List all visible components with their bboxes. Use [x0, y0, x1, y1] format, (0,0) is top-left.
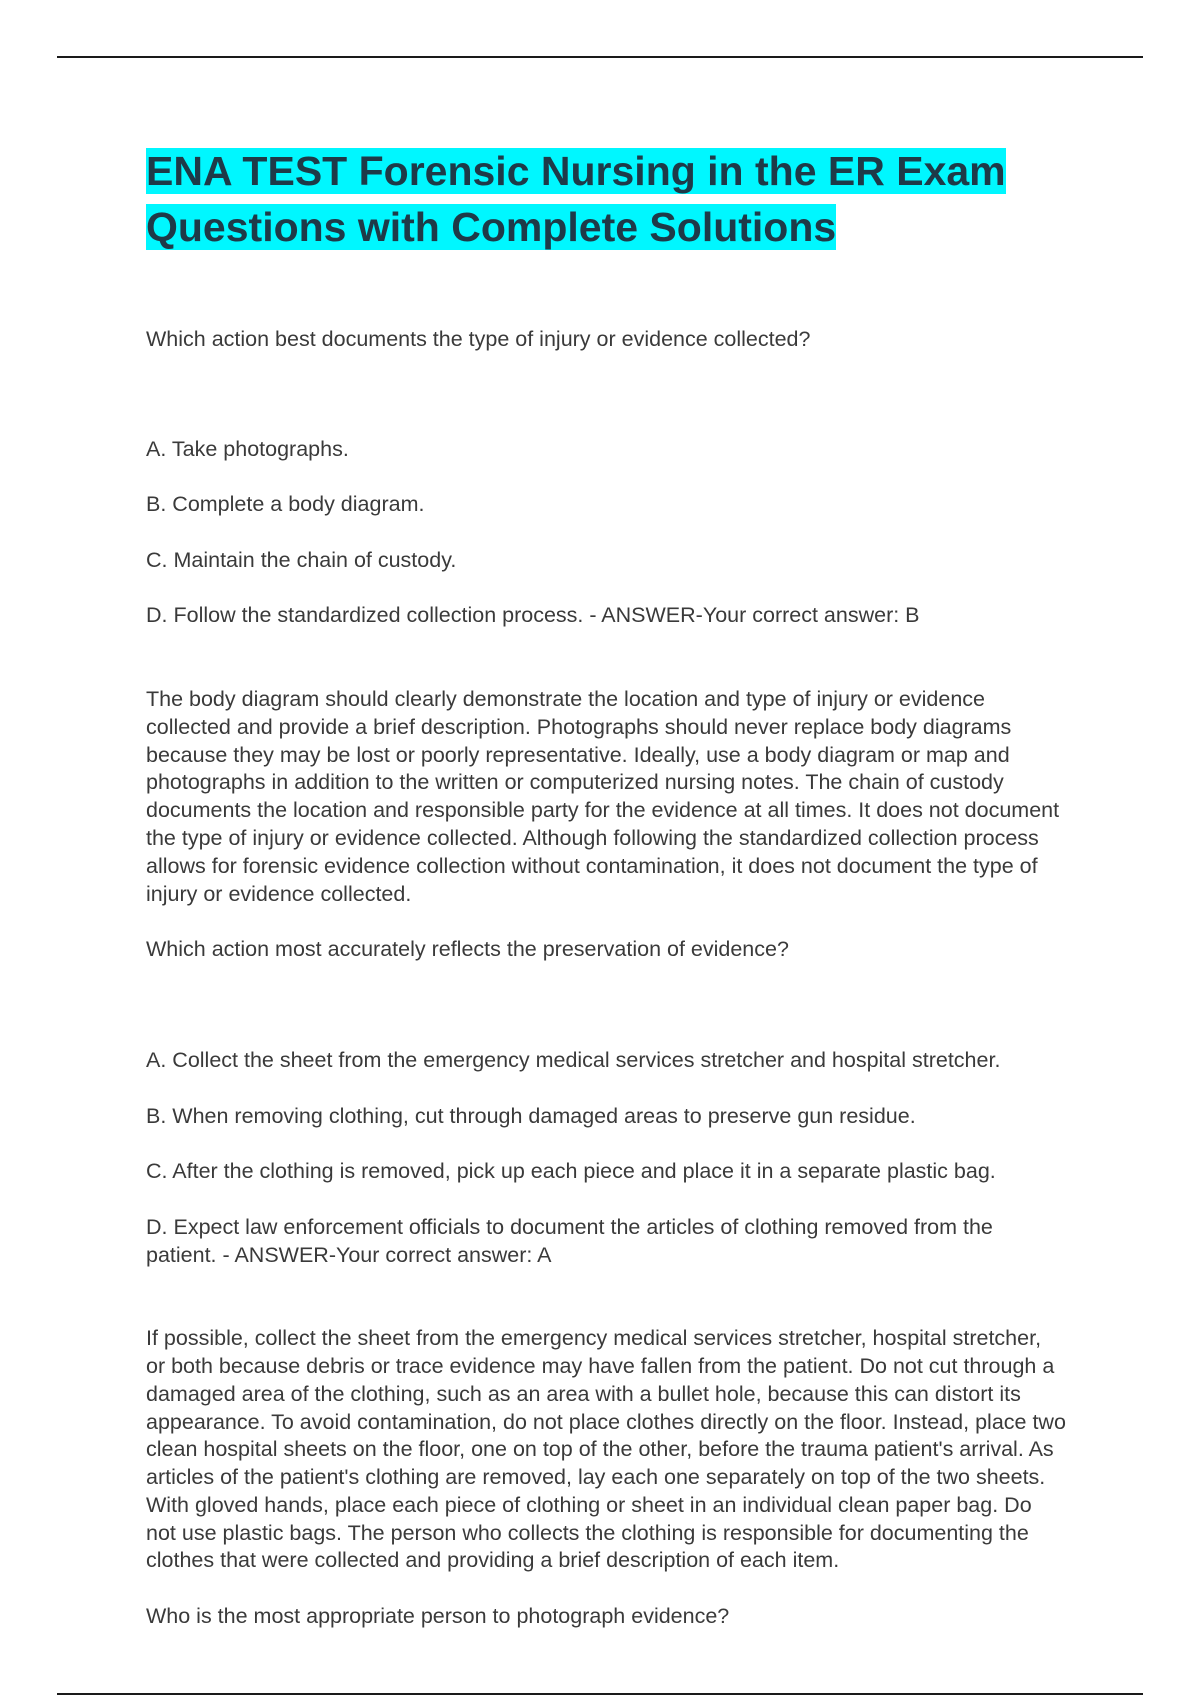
question-2-options [146, 1019, 1066, 1297]
question-1-option-b: B. Complete a body diagram. [146, 492, 425, 517]
bottom-rule [57, 1693, 1143, 1695]
title-highlight: ENA TEST Forensic Nursing in the ER Exam Questions with Complete Solutions [146, 148, 1006, 250]
document-body [146, 143, 1066, 1631]
question-1-option-c: C. Maintain the chain of custody. [146, 547, 457, 572]
question-1-option-a: A. Take photographs. [146, 436, 349, 461]
question-2-option-b: B. When removing clothing, cut through damaged areas to preserve gun residue. [146, 1103, 916, 1128]
question-2-explanation: If possible, collect the sheet from the emergency medical services stretcher, hospital stretcher, or both because debris or trace evidence may have fallen from the patient. Do not cut through a damaged area of the clothing, such as an area with a bullet hole, because this can distort its appearance. To avoid contamination, do not place clothes directly on the floor. Instead, place two clean hospital sheets on the floor, one on top of the other, before the trauma patient's arrival. As articles of the patient's clothing are removed, lay each one separately on top of the two sheets. With gloved hands, place each piece of clothing or sheet in an individual clean paper bag. Do not use plastic bags. The person who collects the clothing is responsible for documenting the clothes that were collected and providing a brief description of each item. [146, 1326, 1066, 1573]
question-1-explanation: The body diagram should clearly demonstrate the location and type of injury or evidence collected and provide a brief description. Photographs should never replace body diagrams because they may be lost or poorly representative. Ideally, use a body diagram or map and photographs in addition to the written or computerized nursing notes. The chain of custody documents the location and responsible party for the evidence at all times. It does not document the type of injury or evidence collected. Although following the standardized collection process allows for forensic evidence collection without contamination, it does not document the type of injury or evidence collected. [146, 686, 1060, 906]
question-1-options [146, 408, 1066, 658]
question-2: Which action most accurately reflects the preservation of evidence? [146, 937, 789, 962]
top-rule [57, 56, 1143, 58]
question-1-option-d: D. Follow the standardized collection process. - ANSWER-Your correct answer: B [146, 603, 920, 628]
question-2-option-d: D. Expect law enforcement officials to document the articles of clothing removed from the patient. - ANSWER-Your correct answer: A [146, 1214, 993, 1267]
document-title [146, 143, 1066, 255]
question-3: Who is the most appropriate person to photograph evidence? [146, 1604, 730, 1629]
question-1: Which action best documents the type of injury or evidence collected? [146, 327, 811, 351]
question-2-option-c: C. After the clothing is removed, pick up each piece and place it in a separate plastic bag. [146, 1159, 996, 1184]
question-2-option-a: A. Collect the sheet from the emergency medical services stretcher and hospital stretcher. [146, 1047, 1001, 1072]
